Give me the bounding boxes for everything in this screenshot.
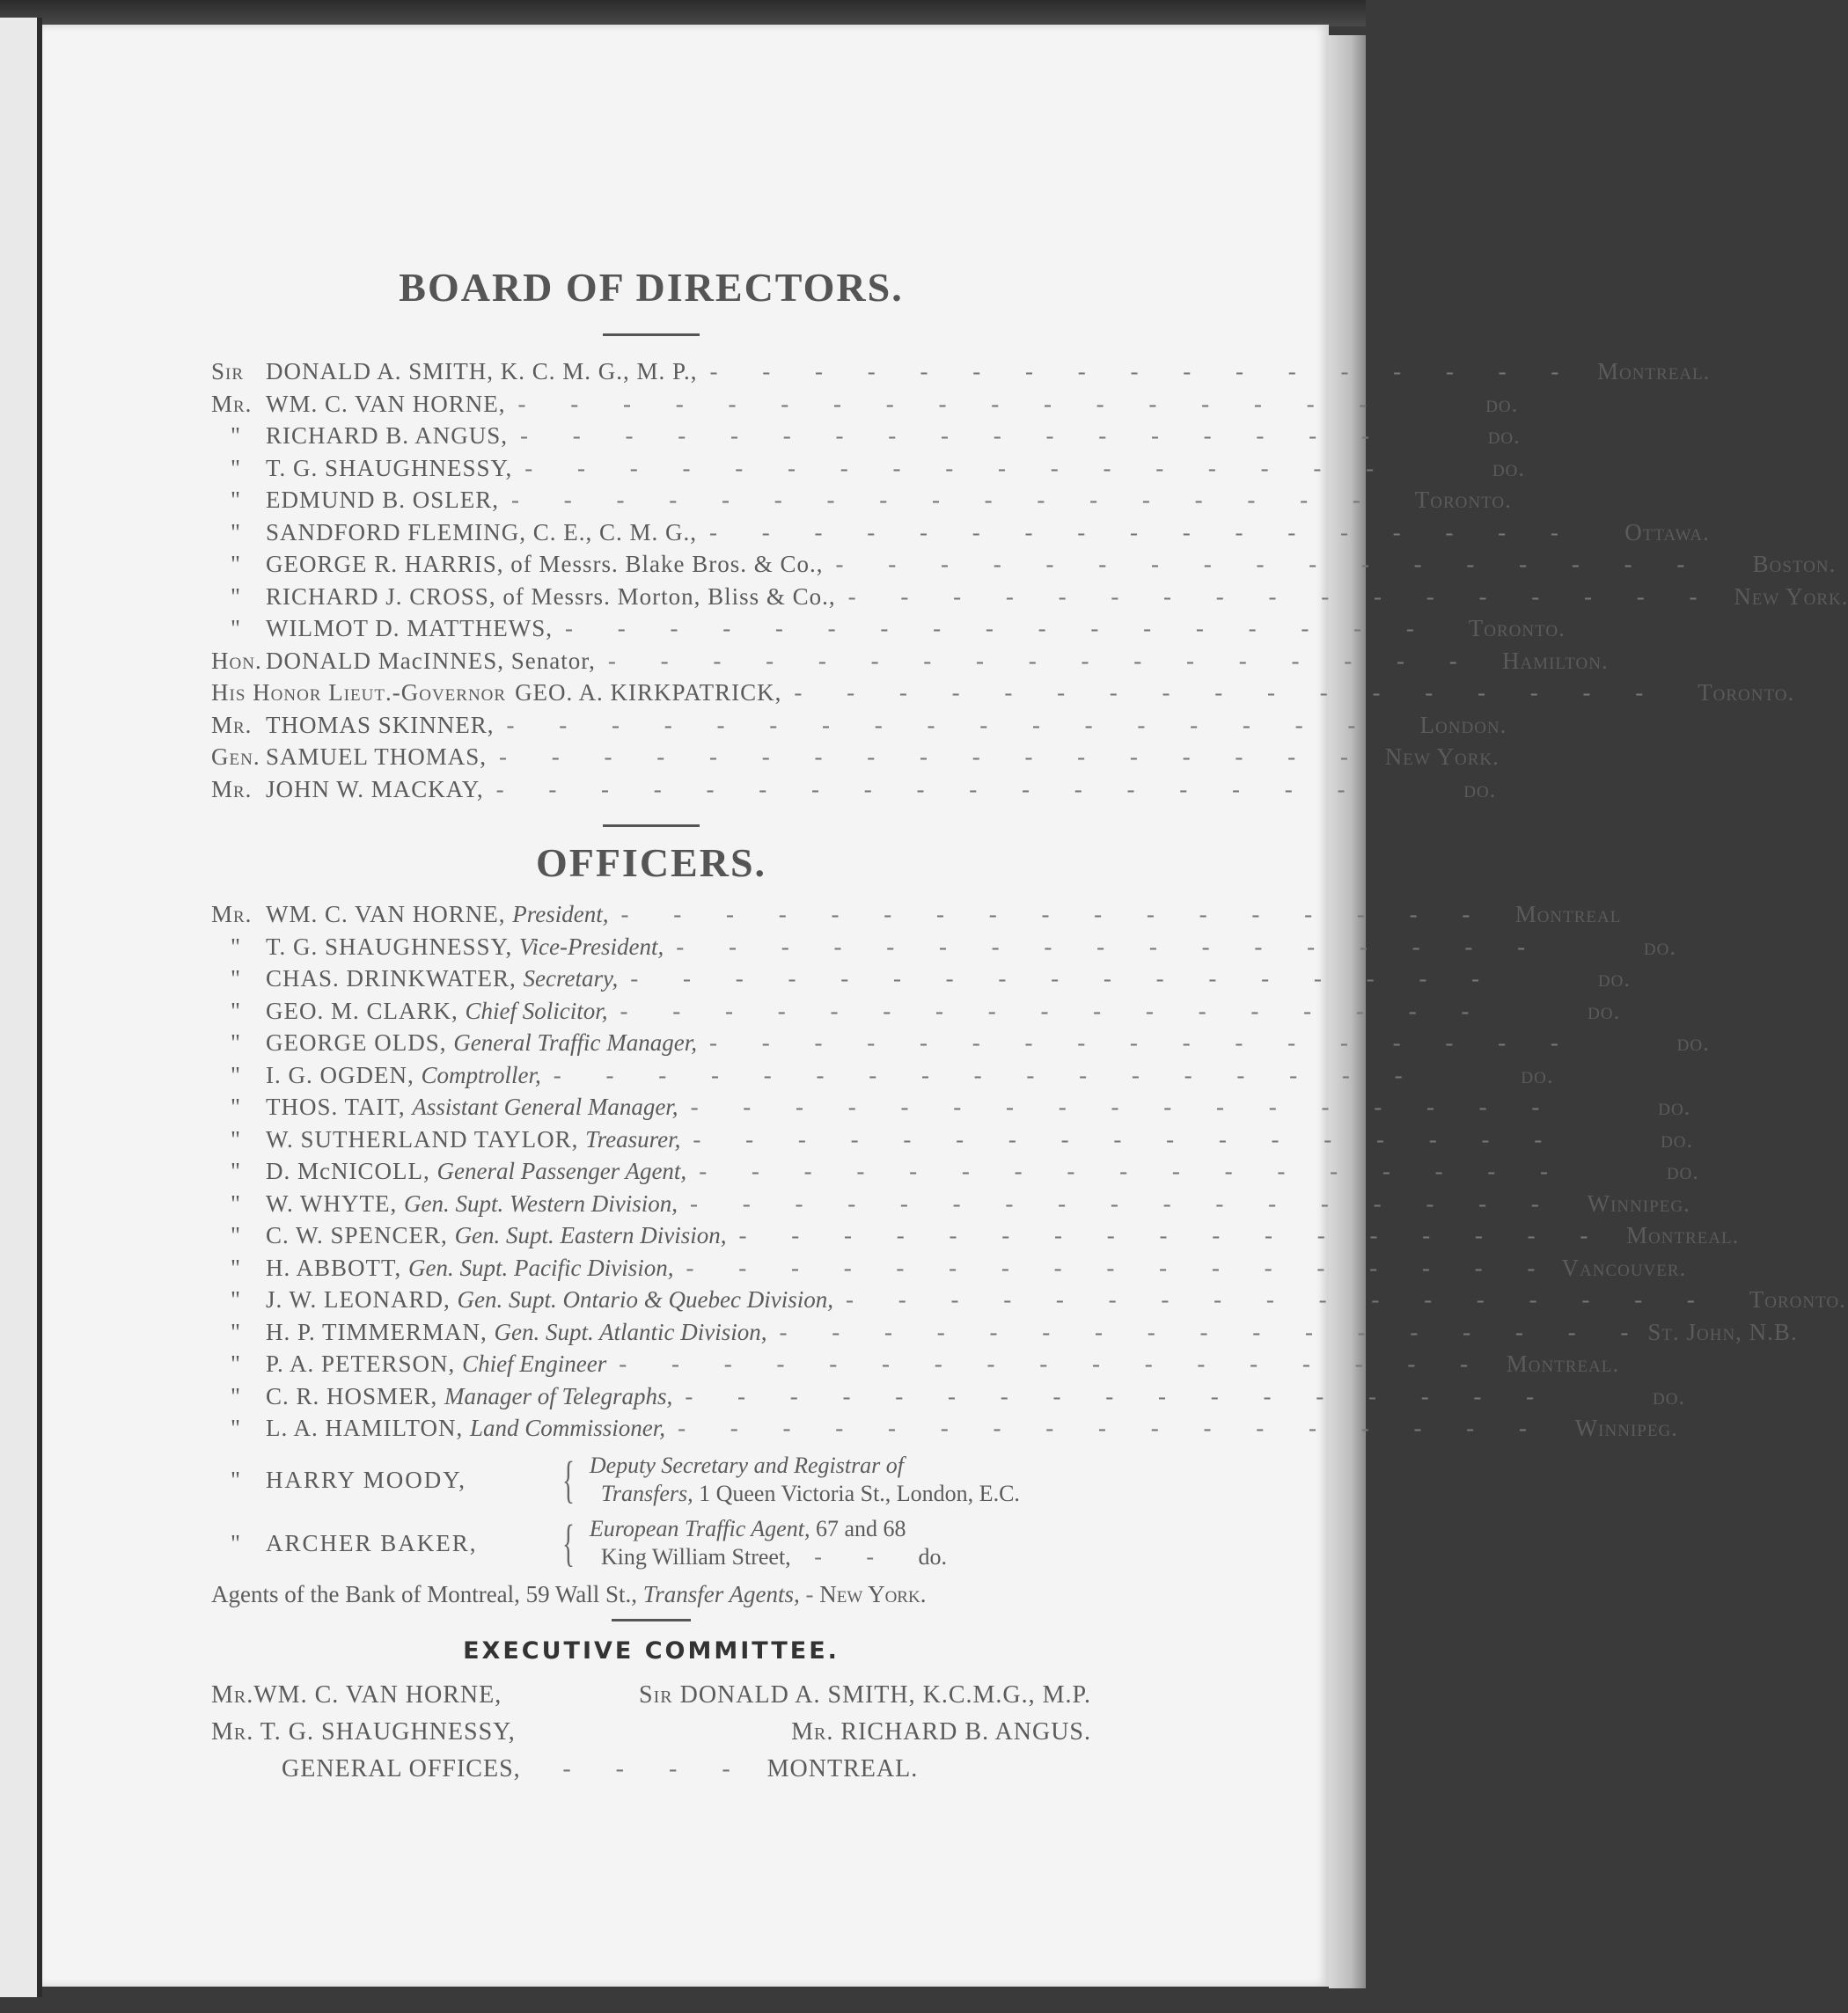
- officer-name: [266, 995, 608, 1028]
- director-name: [266, 388, 506, 421]
- place: Toronto.: [1749, 1286, 1846, 1313]
- leader-dots: - -: [814, 1543, 919, 1570]
- board-list: [211, 355, 1848, 805]
- leader-dots: - - - - - - - - - - - - - - - - -: [495, 775, 1365, 802]
- person-name: T. G. SHAUGHNESSY,: [266, 933, 513, 960]
- member-name: WM. C. VAN HORNE,: [253, 1680, 502, 1709]
- officer-row: [211, 995, 1621, 1028]
- officer-row: [211, 1027, 1710, 1059]
- honorific: Mr.: [211, 775, 253, 802]
- officer-name: [266, 931, 664, 963]
- ditto-mark: ": [230, 1529, 242, 1556]
- officer-name: [266, 1188, 678, 1220]
- ditto-mark: ": [230, 1125, 242, 1153]
- executive-member: [791, 1714, 1091, 1751]
- officer-row: [211, 898, 1622, 931]
- director-row: [211, 548, 1837, 581]
- leader-dots: - - - - - - - - - - - - - - - - -: [709, 358, 1579, 384]
- director-name: [266, 645, 596, 677]
- honorific: Mr.: [211, 1680, 254, 1709]
- member-name: DONALD A. SMITH, K.C.M.G., M.P.: [679, 1680, 1091, 1709]
- honorific: Sir: [639, 1680, 673, 1709]
- ditto-mark: ": [230, 1254, 242, 1281]
- person-name: GEORGE R. HARRIS, of Messrs. Blake Bros. & Co.,: [266, 551, 824, 577]
- honorific: Mr.: [791, 1717, 834, 1746]
- officer-role: Gen. Supt. Pacific Division,: [408, 1254, 674, 1281]
- place: do.: [1643, 933, 1677, 960]
- place: Montreal.: [1625, 1222, 1740, 1248]
- officer-role: Treasurer,: [585, 1125, 681, 1153]
- leader-dots: - - - - - - - - - - - - - - - - -: [779, 1318, 1648, 1345]
- scan-top-edge: [0, 0, 1366, 26]
- person-name: WM. C. VAN HORNE,: [266, 901, 506, 927]
- officer-row: [211, 1059, 1554, 1092]
- leader-dots: - - - - - - - - - - - - - - - - -: [686, 1254, 1555, 1281]
- officer-role: Chief Solicitor,: [465, 997, 608, 1024]
- ditto-mark: ": [230, 1351, 242, 1377]
- director-name: [515, 677, 781, 709]
- place: Toronto.: [1698, 679, 1795, 706]
- person-name: C. W. SPENCER,: [266, 1222, 448, 1248]
- person-name: THOMAS SKINNER,: [266, 711, 495, 738]
- divider-rule: [612, 1619, 691, 1621]
- executive-member: [211, 1677, 502, 1714]
- place: Vancouver.: [1561, 1254, 1687, 1281]
- general-offices-row: [211, 1751, 1091, 1788]
- leader-dots: - - - - - - - - - - - - - - - - -: [689, 1190, 1558, 1217]
- ditto-mark: ": [230, 1382, 242, 1409]
- place: Boston.: [1752, 551, 1837, 577]
- scan-left-page-edge: [0, 18, 42, 1997]
- officer-role: Gen. Supt. Eastern Division,: [454, 1222, 727, 1248]
- ditto-mark: ": [230, 965, 242, 992]
- agents-place: New York.: [819, 1580, 927, 1607]
- executive-heading: EXECUTIVE COMMITTEE.: [463, 1636, 840, 1665]
- officer-role: Land Commissioner,: [470, 1415, 666, 1441]
- leader-dots: - - - - - - - - - - - - - - - - -: [553, 1061, 1422, 1088]
- director-name: [266, 452, 512, 485]
- place: do.: [1676, 1029, 1710, 1056]
- director-name: [266, 581, 836, 613]
- officer-role: Gen. Supt. Western Division,: [403, 1190, 678, 1217]
- officer-row: [211, 1380, 1686, 1413]
- bracket-line1: Deputy Secretary and Registrar of: [589, 1452, 905, 1478]
- place: Montreal.: [1506, 1351, 1620, 1377]
- leader-dots: - - - - - - - - - - - - - - - - -: [678, 1415, 1546, 1441]
- ditto-mark: ": [230, 1286, 242, 1313]
- ditto-mark: ": [230, 454, 242, 481]
- ditto-mark: ": [230, 933, 242, 960]
- ditto-mark: ": [230, 1094, 242, 1120]
- ditto-mark: ": [230, 518, 242, 545]
- officer-role: Secretary,: [523, 965, 619, 992]
- person-name: GEORGE OLDS,: [266, 1029, 447, 1056]
- officer-role: President,: [512, 901, 609, 927]
- leader-dots: - - - - - - - - - - - - - - - - -: [709, 518, 1578, 545]
- bracketed-entry: [211, 1452, 1091, 1508]
- officer-row: [211, 1091, 1691, 1124]
- person-name: DONALD MacINNES, Senator,: [266, 647, 596, 674]
- person-name: RICHARD J. CROSS, of Messrs. Morton, Bliss & Co.,: [266, 582, 836, 610]
- director-row: [211, 388, 1519, 421]
- board-heading: BOARD OF DIRECTORS.: [399, 265, 904, 310]
- brace-glyph: {: [561, 1513, 575, 1571]
- leader-dots: - - - - - - - - - - - - - - - - -: [517, 390, 1387, 417]
- officer-name: [266, 1412, 665, 1445]
- bracket-text: [590, 1452, 1020, 1508]
- officer-role: Gen. Supt. Ontario & Quebec Division,: [457, 1286, 833, 1313]
- person-name: H. P. TIMMERMAN,: [266, 1318, 488, 1345]
- leader-dots: - - - - - - - - - - - - - - - - -: [699, 1158, 1568, 1184]
- place: Hamilton.: [1501, 647, 1609, 674]
- place: do.: [1463, 775, 1497, 802]
- officer-name: HARRY MOODY,: [266, 1466, 467, 1493]
- director-row: [211, 773, 1497, 806]
- executive-row: [211, 1677, 1091, 1714]
- divider-rule: [603, 824, 700, 827]
- agents-role: Transfer Agents,: [642, 1580, 800, 1607]
- director-row: [211, 355, 1711, 388]
- place: Winnipeg.: [1574, 1415, 1678, 1441]
- person-name: WM. C. VAN HORNE,: [266, 390, 506, 417]
- ditto-mark: ": [230, 422, 242, 449]
- place: New York.: [1384, 743, 1500, 770]
- officer-name: [266, 1124, 680, 1156]
- officer-name: [266, 1091, 678, 1124]
- ditto-mark: ": [230, 1415, 242, 1441]
- person-name: SAMUEL THOMAS,: [266, 743, 488, 770]
- director-name: [266, 420, 508, 452]
- leader-dots: - - - - - - - - - - - - - - - - -: [620, 901, 1490, 927]
- ditto-mark: ": [230, 1466, 242, 1493]
- leader-dots: -: [805, 1580, 820, 1607]
- leader-dots: - - - - - - - - - - - - - - - - -: [506, 711, 1375, 738]
- officer-row: [211, 963, 1632, 995]
- officer-name: [266, 1219, 727, 1252]
- person-name: T. G. SHAUGHNESSY,: [266, 454, 513, 481]
- director-name: [266, 709, 495, 742]
- officer-name: [266, 1059, 541, 1092]
- bracket-text: [590, 1515, 947, 1571]
- officer-row: [211, 1219, 1740, 1252]
- director-row: [211, 645, 1609, 677]
- bracket-line2-italic: Transfers,: [600, 1480, 693, 1506]
- officer-row: [211, 1348, 1620, 1380]
- page-content: [211, 264, 1848, 1788]
- officer-role: Comptroller,: [421, 1061, 541, 1088]
- honorific: Mr.: [211, 390, 253, 417]
- leader-dots: - - - - - - - - - - - - - - - - -: [607, 647, 1477, 674]
- officer-name: ARCHER BAKER,: [266, 1529, 478, 1556]
- person-name: W. SUTHERLAND TAYLOR,: [266, 1125, 579, 1153]
- ditto-mark: ": [230, 1190, 242, 1217]
- person-name: RICHARD B. ANGUS,: [266, 422, 509, 449]
- offices-place: MONTREAL.: [766, 1754, 919, 1782]
- place: do.: [918, 1543, 948, 1570]
- offices-label: GENERAL OFFICES,: [282, 1754, 521, 1782]
- bracket-line1-rest: 67 and 68: [810, 1515, 906, 1541]
- ditto-mark: ": [230, 615, 242, 641]
- place: do.: [1487, 422, 1521, 449]
- honorific: His Honor Lieut.-Governor: [211, 679, 507, 706]
- director-row: [211, 516, 1710, 549]
- place: Ottawa.: [1624, 518, 1710, 545]
- officer-row: [211, 1412, 1678, 1445]
- director-row: [211, 452, 1526, 485]
- person-name: C. R. HOSMER,: [266, 1382, 438, 1409]
- director-row: [211, 581, 1848, 613]
- ditto-mark: ": [230, 487, 242, 513]
- officer-row: [211, 1316, 1798, 1349]
- honorific: Mr.: [211, 901, 253, 927]
- person-name: JOHN W. MACKAY,: [266, 775, 484, 802]
- executive-member: [211, 1714, 516, 1751]
- officer-row: [211, 1284, 1846, 1316]
- person-name: P. A. PETERSON,: [266, 1351, 456, 1377]
- officer-role: Chief Engineer: [462, 1351, 607, 1377]
- director-name: [266, 612, 553, 645]
- place: do.: [1666, 1158, 1700, 1184]
- person-name: THOS. TAIT,: [266, 1094, 406, 1120]
- leader-dots: - - - - - - - - - - - - - - - - -: [620, 997, 1489, 1024]
- director-row: [211, 677, 1795, 709]
- officer-role: General Passenger Agent,: [436, 1158, 687, 1184]
- ditto-mark: ": [230, 1158, 242, 1184]
- agents-text: Agents of the Bank of Montreal, 59 Wall St.,: [211, 1580, 638, 1607]
- officer-row: [211, 931, 1677, 963]
- leader-dots: - - - - - - - - - - - - - - - - -: [511, 487, 1380, 513]
- officer-role: Vice-President,: [519, 933, 664, 960]
- transfer-agents-line: [211, 1578, 1091, 1610]
- leader-dots: - - - - - - - - - - - - - - - - -: [520, 422, 1389, 449]
- officer-name: [266, 898, 609, 931]
- director-name: [266, 548, 824, 581]
- place: St. John, N.B.: [1647, 1318, 1798, 1345]
- person-name: D. McNICOLL,: [266, 1158, 430, 1184]
- person-name: WILMOT D. MATTHEWS,: [266, 615, 553, 641]
- officer-row: [211, 1188, 1690, 1220]
- bracket-line2-rest: King William Street,: [600, 1543, 791, 1570]
- place: do.: [1661, 1125, 1694, 1153]
- bracketed-entry: [211, 1515, 1091, 1571]
- officer-row: [211, 1252, 1687, 1285]
- leader-dots: - - - - - - - - - - - - - - - - -: [845, 1286, 1714, 1313]
- person-name: GEO. A. KIRKPATRICK,: [515, 679, 782, 706]
- member-name: RICHARD B. ANGUS.: [840, 1717, 1091, 1746]
- officer-row: [211, 1124, 1694, 1156]
- director-name: [266, 516, 697, 549]
- bracket-line2-rest: 1 Queen Victoria St., London, E.C.: [693, 1480, 1020, 1506]
- officers-list: [211, 898, 1846, 1445]
- honorific: Gen.: [211, 743, 260, 770]
- place: London.: [1419, 711, 1507, 738]
- honorific: Hon.: [211, 647, 262, 674]
- officer-name: [266, 1380, 672, 1413]
- place: do.: [1652, 1382, 1686, 1409]
- officers-heading: OFFICERS.: [535, 840, 767, 885]
- place: Montreal.: [1596, 358, 1711, 384]
- director-row: [211, 420, 1521, 452]
- place: Toronto.: [1468, 615, 1566, 641]
- leader-dots: - - - - - - - - - - - - - - - - -: [693, 1125, 1562, 1153]
- director-row: [211, 741, 1500, 773]
- officer-name: [266, 963, 618, 995]
- leader-dots: - - - - - - - - - - - - - - - - -: [794, 679, 1663, 706]
- place: do.: [1658, 1094, 1691, 1120]
- ditto-mark: ": [230, 1061, 242, 1088]
- director-row: [211, 709, 1507, 742]
- place: New York.: [1734, 582, 1848, 610]
- ditto-mark: ": [230, 997, 242, 1024]
- ditto-mark: ": [230, 1222, 242, 1248]
- officer-name: [266, 1252, 673, 1285]
- person-name: I. G. OGDEN,: [266, 1061, 414, 1088]
- leader-dots: - - - -: [562, 1754, 750, 1782]
- place: do.: [1492, 454, 1526, 481]
- executive-row: [211, 1714, 1091, 1751]
- person-name: SANDFORD FLEMING, C. E., C. M. G.,: [266, 518, 698, 545]
- leader-dots: - - - - - - - - - - - - - - - - -: [835, 551, 1705, 577]
- leader-dots: - - - - - - - - - - - - - - - - -: [524, 454, 1394, 481]
- bracket-line1-italic: European Traffic Agent,: [589, 1515, 810, 1541]
- person-name: CHAS. DRINKWATER,: [266, 965, 517, 992]
- leader-dots: - - - - - - - - - - - - - - - - -: [685, 1382, 1554, 1409]
- place: do.: [1521, 1061, 1554, 1088]
- place: Montreal: [1514, 901, 1622, 927]
- ditto-mark: ": [230, 551, 242, 577]
- brace-glyph: {: [561, 1450, 575, 1508]
- leader-dots: - - - - - - - - - - - - - - - - -: [709, 1029, 1578, 1056]
- officer-name: [266, 1284, 833, 1316]
- officer-role: General Traffic Manager,: [453, 1029, 697, 1056]
- executive-member: [639, 1677, 1091, 1714]
- director-name: [266, 773, 484, 806]
- divider-rule: [603, 333, 700, 336]
- honorific: Mr.: [211, 711, 253, 738]
- place: do.: [1485, 390, 1519, 417]
- leader-dots: - - - - - - - - - - - - - - - - -: [630, 965, 1500, 992]
- ditto-mark: ": [230, 1318, 242, 1345]
- director-row: [211, 484, 1512, 516]
- place: do.: [1588, 997, 1621, 1024]
- officer-name: [266, 1155, 686, 1188]
- leader-dots: - - - - - - - - - - - - - - - - -: [738, 1222, 1608, 1248]
- person-name: H. ABBOTT,: [266, 1254, 402, 1281]
- officer-name: [266, 1348, 606, 1380]
- officer-role: Gen. Supt. Atlantic Division,: [494, 1318, 767, 1345]
- member-name: T. G. SHAUGHNESSY,: [260, 1717, 516, 1746]
- leader-dots: - - - - - - - - - - - - - - - - -: [676, 933, 1545, 960]
- leader-dots: - - - - - - - - - - - - - - - - -: [847, 582, 1717, 610]
- director-name: [266, 484, 499, 516]
- leader-dots: - - - - - - - - - - - - - - - - -: [690, 1094, 1559, 1120]
- person-name: L. A. HAMILTON,: [266, 1415, 464, 1441]
- ditto-mark: ": [230, 1029, 242, 1056]
- person-name: GEO. M. CLARK,: [266, 997, 458, 1024]
- director-name: [266, 741, 487, 773]
- place: Toronto.: [1414, 487, 1512, 513]
- person-name: W. WHYTE,: [266, 1190, 398, 1217]
- officer-name: [266, 1316, 767, 1349]
- officer-role: Assistant General Manager,: [412, 1094, 678, 1120]
- place: do.: [1597, 965, 1632, 992]
- person-name: DONALD A. SMITH, K. C. M. G., M. P.,: [266, 358, 698, 384]
- officer-row: [211, 1155, 1700, 1188]
- ditto-mark: ": [230, 582, 242, 610]
- officer-name: [266, 1027, 697, 1059]
- person-name: J. W. LEONARD,: [266, 1286, 451, 1313]
- person-name: EDMUND B. OSLER,: [266, 487, 500, 513]
- honorific: Mr.: [211, 1717, 254, 1746]
- director-row: [211, 612, 1566, 645]
- leader-dots: - - - - - - - - - - - - - - - - -: [619, 1351, 1488, 1377]
- director-name: [266, 355, 698, 388]
- leader-dots: - - - - - - - - - - - - - - - - -: [564, 615, 1434, 641]
- leader-dots: - - - - - - - - - - - - - - - - -: [499, 743, 1368, 770]
- honorific: Sir: [211, 358, 245, 384]
- place: Winnipeg.: [1587, 1190, 1690, 1217]
- officer-role: Manager of Telegraphs,: [444, 1382, 673, 1409]
